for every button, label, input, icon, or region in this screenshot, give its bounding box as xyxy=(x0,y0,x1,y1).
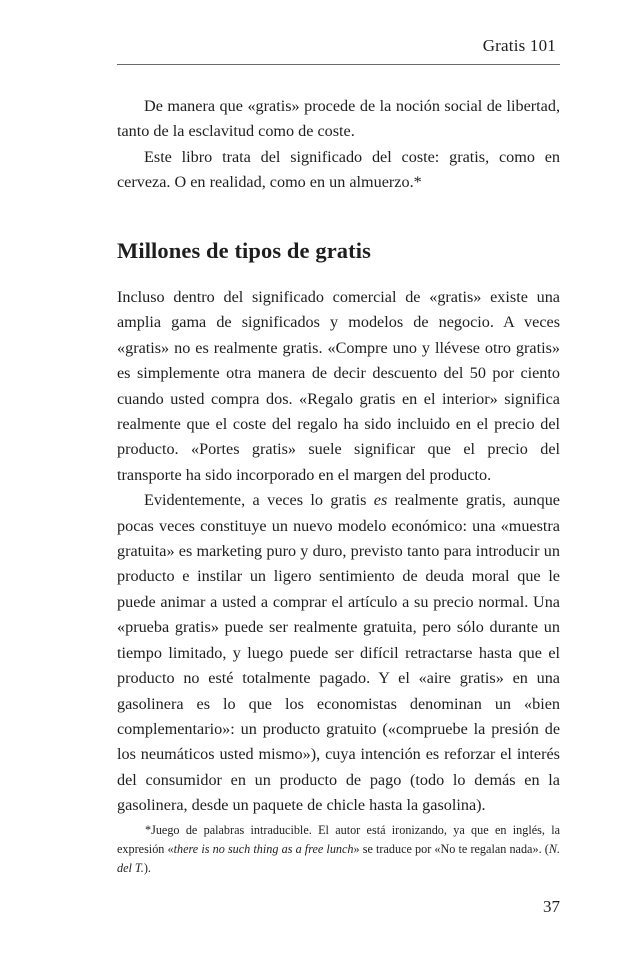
footnote-text: Juego de palabras intraducible. El autor está ironizando, ya que en inglés, la expresión « xyxy=(117,823,560,856)
page-number: 37 xyxy=(543,897,560,916)
body-paragraph xyxy=(117,488,560,818)
emphasis-text: es xyxy=(373,491,388,510)
running-head: Gratis 101 xyxy=(482,36,556,55)
body-paragraph: Incluso dentro del significado comercial de «gratis» existe una amplia gama de significados y modelos de negocio. A veces «gratis» no es realmente gratis. «Compre uno y llévese otro gratis» es simplemente otra manera de decir descuento del 50 por ciento cuando usted compra dos. «Regalo gratis en el interior» significa realmente que el coste del regalo ha sido incluido en el precio del producto. «Portes gratis» suele significar que el precio del transporte ha sido incorporado en el margen del producto. xyxy=(117,288,560,484)
section-heading: Millones de tipos de gratis xyxy=(117,238,371,263)
footnote-text: » se traduce por «No te regalan nada». ( xyxy=(353,842,549,856)
header-rule xyxy=(117,64,560,65)
translator-credit: N. del T. xyxy=(117,842,560,875)
intro-paragraph: De manera que «gratis» procede de la noción social de libertad, tanto de la esclavitud como de coste. xyxy=(117,97,560,141)
footnote-text: ). xyxy=(143,861,151,875)
footnote xyxy=(117,821,560,878)
intro-text xyxy=(117,94,560,196)
section-body xyxy=(117,285,560,819)
body-text: Evidentemente, a veces lo gratis xyxy=(144,491,374,510)
intro-paragraph: Este libro trata del significado del coste: gratis, como en cerveza. O en realidad, como en un almuerzo.* xyxy=(117,147,560,192)
body-text: realmente gratis, aunque pocas veces constituye un nuevo modelo económico: una «muestra gratuita» es marketing puro y duro, previsto tanto para introducir un producto e instilar un ligero sentimiento de deuda moral que le puede animar a usted a comprar el artículo a su precio normal. Una «prueba gratis» puede ser realmente gratuita, pero sólo durante un tiempo limitado, y luego puede ser difícil retractarse hasta que el producto no esté totalmente pagado. Y el «aire gratis» en una gasolinera es lo que los economistas denominan un «bien complementario»: un producto gratuito («compruebe la presión de los neumáticos usted mismo»), cuya intención es reforzar el interés del consumidor en un producto de pago (todo lo demás en la gasolinera, desde un paquete de chicle hasta la gasolina). xyxy=(117,491,560,815)
footnote-emphasis: there is no such thing as a free lunch xyxy=(173,842,354,856)
footnote-marker: * xyxy=(145,823,152,837)
page-header xyxy=(117,36,560,76)
